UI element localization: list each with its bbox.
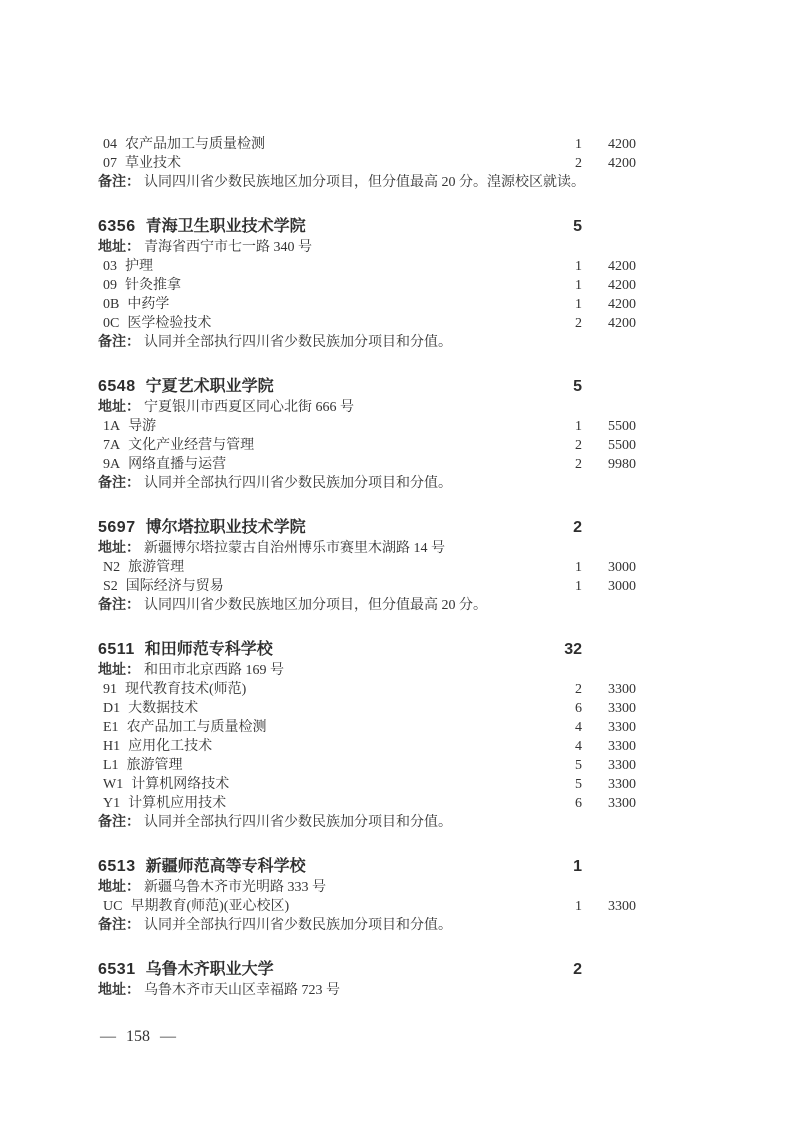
course-plan-count: 4: [575, 739, 582, 754]
school-code: 6356: [98, 218, 136, 235]
remark-label: 备注：: [98, 335, 140, 350]
course-name: 旅游管理: [126, 758, 183, 773]
course-plan-count: 2: [575, 156, 582, 171]
remark-label: 备注：: [98, 815, 140, 830]
school-block: [98, 376, 636, 493]
course-fee: 3300: [608, 701, 636, 716]
course-fee: 3300: [608, 739, 636, 754]
course-fee: 3000: [608, 560, 636, 575]
course-fee: 4200: [608, 297, 636, 312]
course-name-cell: [103, 794, 542, 813]
course-rows: [98, 680, 636, 813]
course-row: [98, 257, 636, 276]
course-rows: [98, 897, 636, 916]
course-code: 03: [103, 259, 117, 274]
course-name: 应用化工技术: [128, 739, 213, 754]
admission-list: [98, 135, 636, 1000]
school-code: 6531: [98, 961, 136, 978]
course-row: [98, 756, 636, 775]
school-name: 博尔塔拉职业技术学院: [145, 519, 306, 536]
course-fee: 3300: [608, 777, 636, 792]
course-code: L1: [103, 758, 119, 773]
course-name-cell: [103, 558, 542, 577]
course-name-cell: [103, 756, 542, 775]
school-title: [98, 517, 542, 539]
school-plan-count: 1: [573, 858, 582, 875]
course-name-cell: [103, 897, 542, 916]
remark-row: [98, 916, 636, 935]
address-label: 地址：: [98, 541, 140, 556]
course-name: 早期教育(师范)(亚心校区): [130, 899, 290, 914]
address-text: 青海省西宁市七一路 340 号: [144, 240, 312, 255]
course-name-cell: [103, 257, 542, 276]
course-plan-count: 1: [575, 278, 582, 293]
remark-row: [98, 173, 636, 192]
course-code: 91: [103, 682, 117, 697]
course-code: D1: [103, 701, 121, 716]
remark-text: 认同并全部执行四川省少数民族加分项目和分值。: [144, 918, 452, 933]
course-rows: [98, 135, 636, 173]
course-code: N2: [103, 560, 121, 575]
course-fee: 3300: [608, 720, 636, 735]
address-row: [98, 661, 636, 680]
address-row: [98, 539, 636, 558]
course-row: [98, 577, 636, 596]
course-code: 0C: [103, 316, 120, 331]
school-plan-count: 32: [564, 641, 582, 658]
course-plan-count: 1: [575, 137, 582, 152]
school-name: 乌鲁木齐职业大学: [145, 961, 274, 978]
course-fee: 4200: [608, 137, 636, 152]
school-header: [98, 216, 636, 238]
school-header: [98, 639, 636, 661]
course-code: S2: [103, 579, 118, 594]
course-fee: 4200: [608, 278, 636, 293]
address-label: 地址：: [98, 400, 140, 415]
address-text: 新疆乌鲁木齐市光明路 333 号: [144, 880, 326, 895]
course-name-cell: [103, 699, 542, 718]
course-row: [98, 699, 636, 718]
school-name: 宁夏艺术职业学院: [145, 378, 274, 395]
course-fee: 3300: [608, 682, 636, 697]
school-name: 新疆师范高等专科学校: [145, 858, 306, 875]
address-text: 乌鲁木齐市天山区幸福路 723 号: [144, 983, 340, 998]
course-row: [98, 558, 636, 577]
remark-label: 备注：: [98, 175, 140, 190]
course-code: W1: [103, 777, 124, 792]
school-title: [98, 216, 542, 238]
course-name: 中药学: [127, 297, 170, 312]
course-name-cell: [103, 314, 542, 333]
course-fee: 9980: [608, 457, 636, 472]
school-name: 青海卫生职业技术学院: [145, 218, 306, 235]
course-fee: 3300: [608, 796, 636, 811]
remark-row: [98, 333, 636, 352]
course-fee: 5500: [608, 419, 636, 434]
course-name: 导游: [128, 419, 157, 434]
remark-label: 备注：: [98, 476, 140, 491]
school-code: 5697: [98, 519, 136, 536]
course-plan-count: 2: [575, 438, 582, 453]
school-plan-count: 5: [573, 378, 582, 395]
course-plan-count: 1: [575, 419, 582, 434]
course-name-cell: [103, 154, 542, 173]
remark-row: [98, 474, 636, 493]
address-label: 地址：: [98, 983, 140, 998]
course-fee: 4200: [608, 259, 636, 274]
school-title: [98, 856, 542, 878]
course-row: [98, 417, 636, 436]
remark-row: [98, 596, 636, 615]
course-name-cell: [103, 417, 542, 436]
school-title: [98, 376, 542, 398]
school-plan-count: 5: [573, 218, 582, 235]
school-block: [98, 639, 636, 832]
course-rows: [98, 558, 636, 596]
course-fee: 4200: [608, 316, 636, 331]
remark-text: 认同四川省少数民族地区加分项目，但分值最高 20 分。湟源校区就读。: [144, 175, 585, 190]
course-fee: 3300: [608, 899, 636, 914]
school-header: [98, 376, 636, 398]
course-name: 现代教育技术(师范): [125, 682, 247, 697]
course-code: 09: [103, 278, 117, 293]
school-header: [98, 856, 636, 878]
remark-text: 认同并全部执行四川省少数民族加分项目和分值。: [144, 476, 452, 491]
course-code: 04: [103, 137, 117, 152]
course-plan-count: 2: [575, 682, 582, 697]
course-plan-count: 5: [575, 758, 582, 773]
course-row: [98, 295, 636, 314]
course-plan-count: 2: [575, 457, 582, 472]
course-row: [98, 154, 636, 173]
school-code: 6548: [98, 378, 136, 395]
school-block: [98, 216, 636, 352]
course-row: [98, 455, 636, 474]
remark-label: 备注：: [98, 918, 140, 933]
address-text: 宁夏银川市西夏区同心北街 666 号: [144, 400, 354, 415]
course-plan-count: 1: [575, 297, 582, 312]
course-row: [98, 775, 636, 794]
course-row: [98, 314, 636, 333]
remark-text: 认同四川省少数民族地区加分项目，但分值最高 20 分。: [144, 598, 487, 613]
course-code: H1: [103, 739, 121, 754]
course-code: Y1: [103, 796, 121, 811]
course-plan-count: 6: [575, 701, 582, 716]
course-row: [98, 718, 636, 737]
course-code: 07: [103, 156, 117, 171]
course-name: 农产品加工与质量检测: [126, 720, 267, 735]
school-title: [98, 639, 542, 661]
course-name: 草业技术: [125, 156, 181, 171]
course-fee: 4200: [608, 156, 636, 171]
remark-label: 备注：: [98, 598, 140, 613]
address-text: 新疆博尔塔拉蒙古自治州博乐市赛里木湖路 14 号: [144, 541, 445, 556]
course-code: 7A: [103, 438, 121, 453]
course-name: 护理: [125, 259, 153, 274]
course-plan-count: 1: [575, 899, 582, 914]
course-row: [98, 436, 636, 455]
course-name-cell: [103, 135, 542, 154]
course-name-cell: [103, 577, 542, 596]
course-name: 国际经济与贸易: [125, 579, 224, 594]
remark-text: 认同并全部执行四川省少数民族加分项目和分值。: [144, 335, 452, 350]
school-title: [98, 959, 542, 981]
course-name: 计算机网络技术: [131, 777, 230, 792]
course-code: 0B: [103, 297, 120, 312]
school-plan-count: 2: [573, 519, 582, 536]
course-plan-count: 2: [575, 316, 582, 331]
remark-row: [98, 813, 636, 832]
course-name-cell: [103, 775, 542, 794]
course-fee: 3300: [608, 758, 636, 773]
course-name: 文化产业经营与管理: [128, 438, 255, 453]
course-name-cell: [103, 295, 542, 314]
school-name: 和田师范专科学校: [144, 641, 273, 658]
course-name-cell: [103, 455, 542, 474]
course-code: UC: [103, 899, 123, 914]
course-name: 大数据技术: [128, 701, 199, 716]
course-name-cell: [103, 737, 542, 756]
course-name-cell: [103, 436, 542, 455]
course-plan-count: 6: [575, 796, 582, 811]
course-name: 旅游管理: [128, 560, 185, 575]
course-name: 网络直播与运营: [128, 457, 227, 472]
course-plan-count: 1: [575, 259, 582, 274]
course-name: 医学检验技术: [127, 316, 212, 331]
course-fee: 3000: [608, 579, 636, 594]
school-code: 6513: [98, 858, 136, 875]
school-block: [98, 135, 636, 192]
course-row: [98, 737, 636, 756]
course-name: 计算机应用技术: [128, 796, 227, 811]
remark-text: 认同并全部执行四川省少数民族加分项目和分值。: [144, 815, 452, 830]
course-name-cell: [103, 276, 542, 295]
course-rows: [98, 257, 636, 333]
school-header: [98, 517, 636, 539]
course-name: 针灸推拿: [125, 278, 181, 293]
school-code: 6511: [98, 641, 135, 658]
course-name-cell: [103, 718, 542, 737]
course-name: 农产品加工与质量检测: [125, 137, 265, 152]
course-row: [98, 897, 636, 916]
course-code: E1: [103, 720, 119, 735]
address-row: [98, 398, 636, 417]
course-row: [98, 276, 636, 295]
address-label: 地址：: [98, 240, 140, 255]
school-block: [98, 517, 636, 615]
address-text: 和田市北京西路 169 号: [144, 663, 284, 678]
school-block: [98, 959, 636, 1000]
course-row: [98, 680, 636, 699]
school-header: [98, 959, 636, 981]
course-name-cell: [103, 680, 542, 699]
course-plan-count: 5: [575, 777, 582, 792]
address-label: 地址：: [98, 663, 140, 678]
address-row: [98, 981, 636, 1000]
course-code: 9A: [103, 457, 121, 472]
course-plan-count: 1: [575, 560, 582, 575]
school-plan-count: 2: [573, 961, 582, 978]
course-rows: [98, 417, 636, 474]
address-row: [98, 878, 636, 897]
course-row: [98, 135, 636, 154]
course-code: 1A: [103, 419, 121, 434]
course-fee: 5500: [608, 438, 636, 453]
school-block: [98, 856, 636, 935]
course-plan-count: 4: [575, 720, 582, 735]
address-label: 地址：: [98, 880, 140, 895]
address-row: [98, 238, 636, 257]
course-row: [98, 794, 636, 813]
page-number: — 158 —: [100, 1028, 176, 1045]
course-plan-count: 1: [575, 579, 582, 594]
